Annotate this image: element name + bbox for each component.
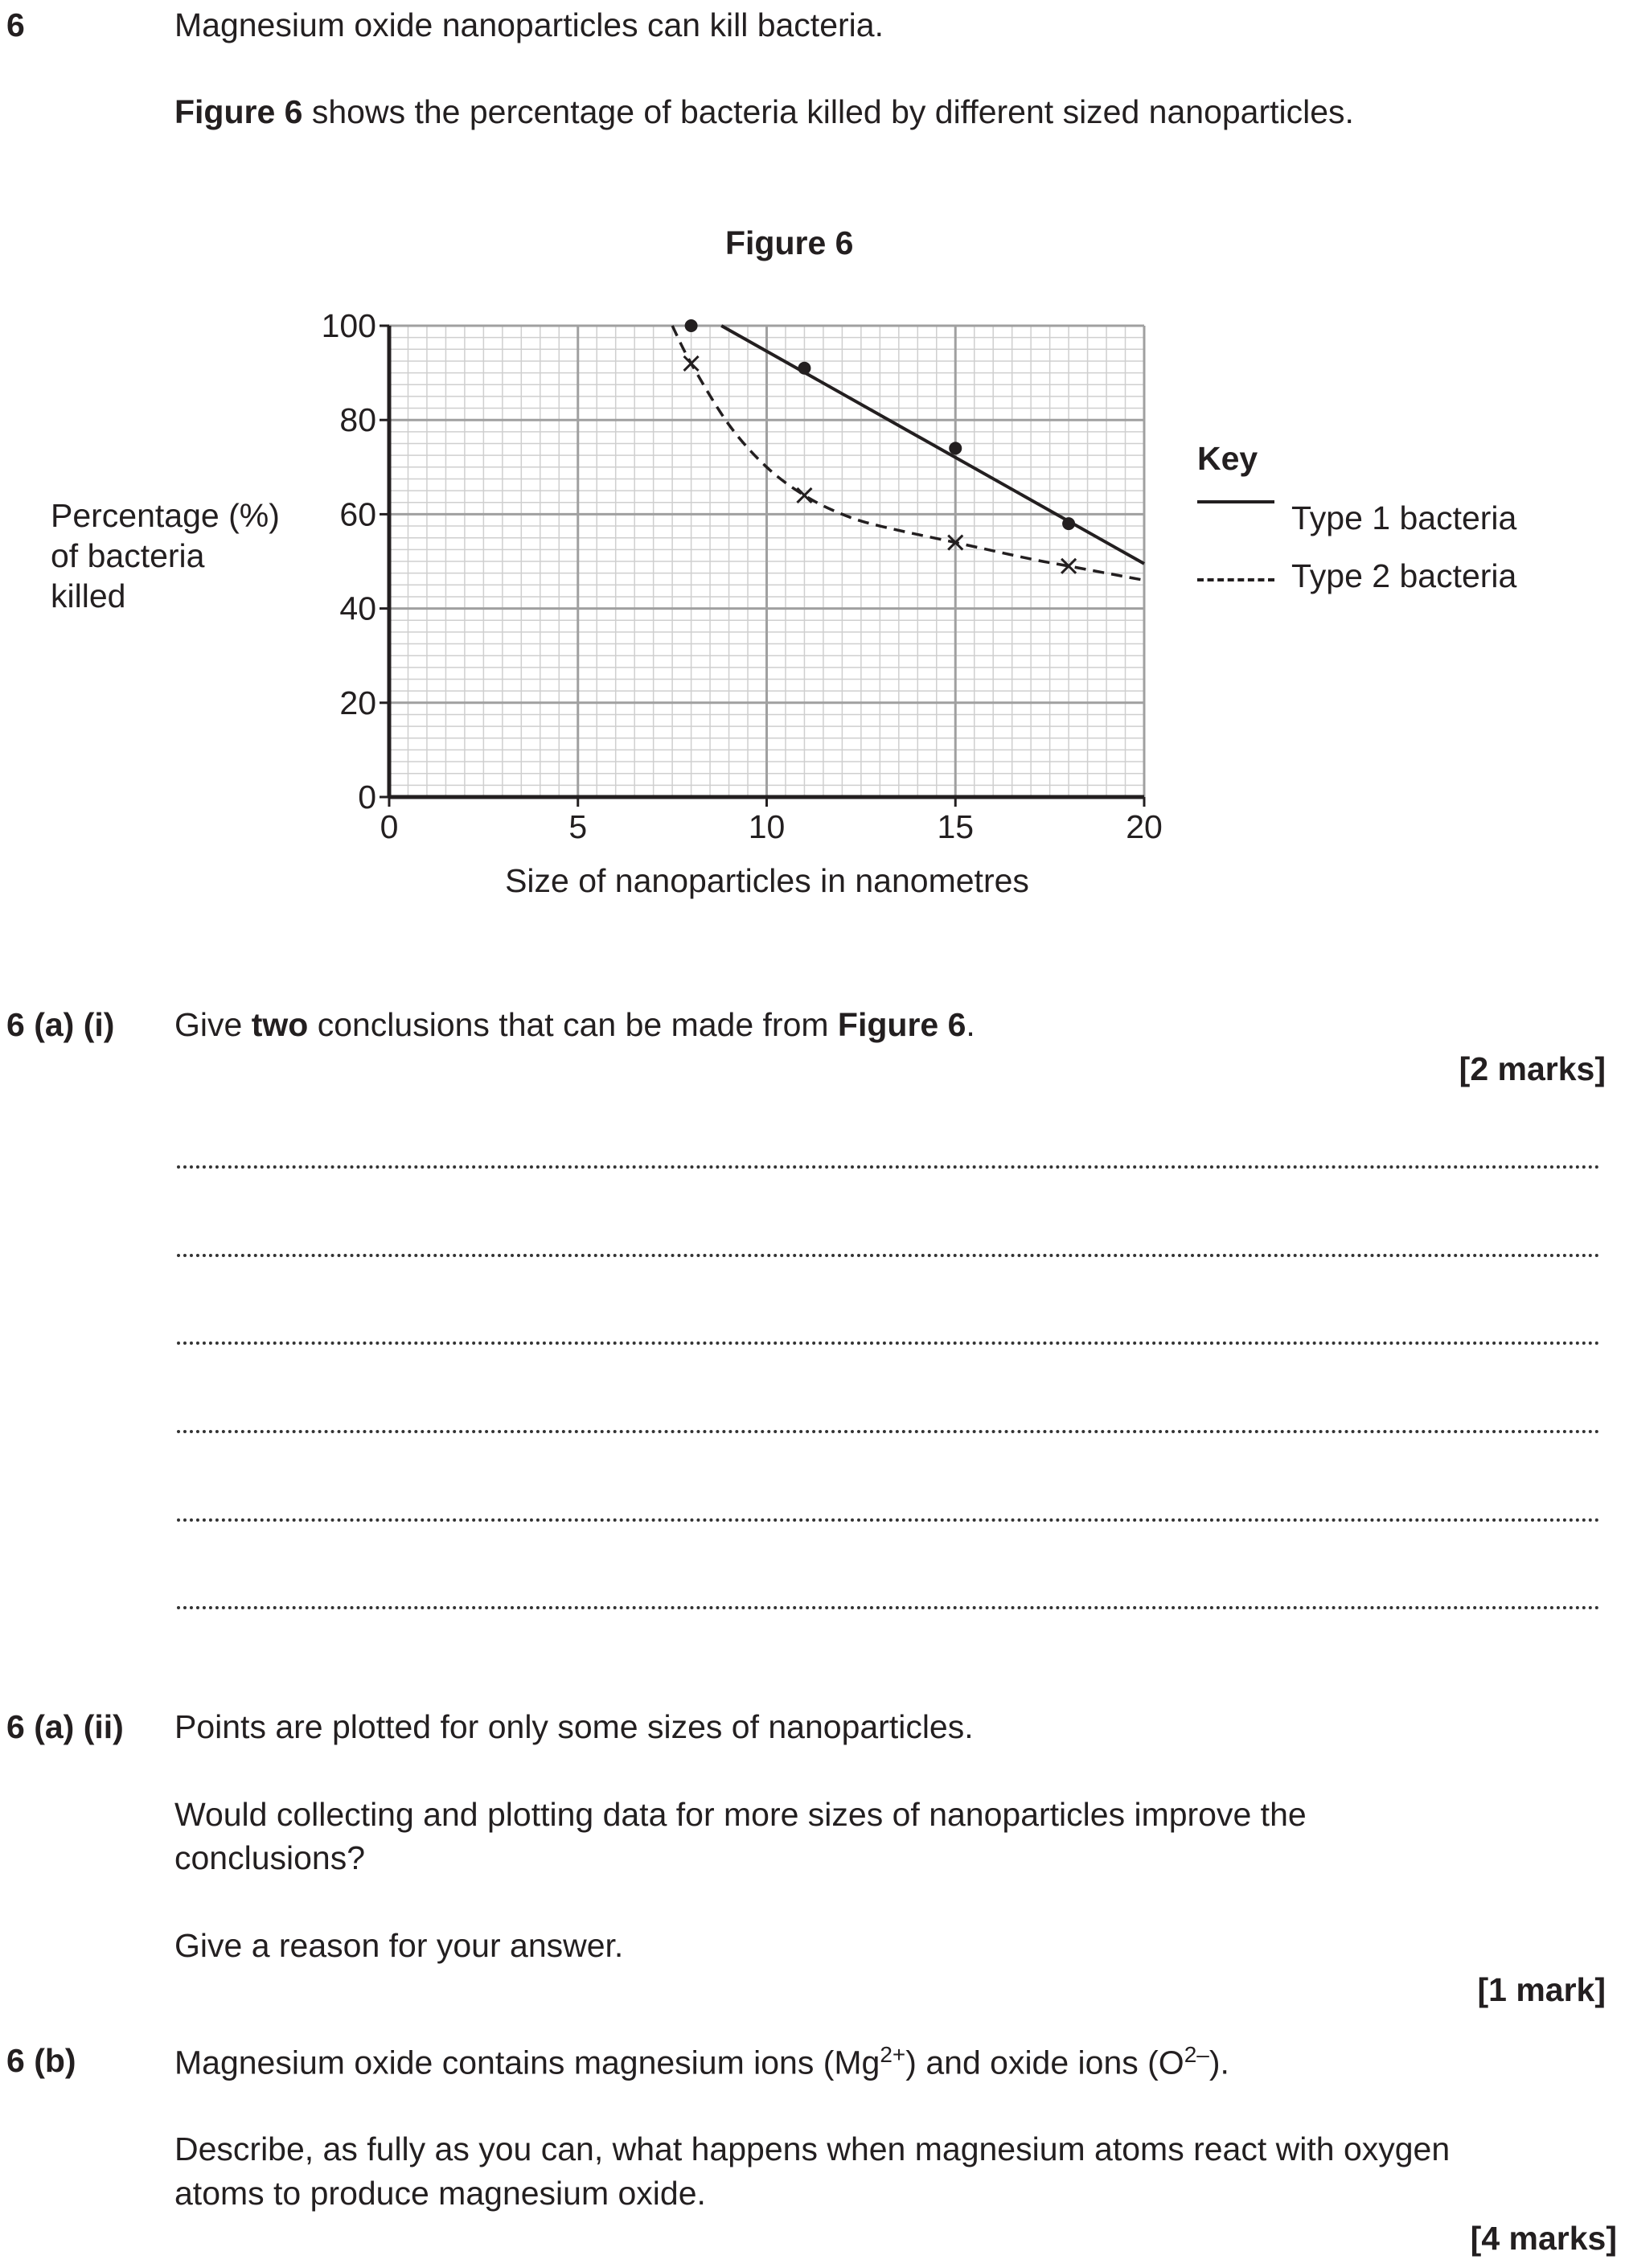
type2-curve — [672, 326, 1144, 580]
figure-title: Figure 6 — [725, 224, 854, 261]
part-a-i-text — [174, 1006, 975, 1044]
series — [672, 319, 1144, 580]
question-intro: Magnesium oxide nanoparticles can kill bacteria. — [174, 6, 884, 43]
part-b-line-2: Describe, as fully as you can, what happens when magnesium atoms react with oxygen — [174, 2130, 1451, 2167]
figure-reference-text: shows the percentage of bacteria killed by different sized nanoparticles. — [302, 93, 1354, 130]
answer-line-3[interactable] — [177, 1341, 1600, 1345]
ticks — [322, 307, 1163, 845]
answer-line-5[interactable] — [177, 1518, 1600, 1522]
part-b-text-3: ). — [1208, 2044, 1229, 2081]
y-axis-label-line-3: killed — [51, 577, 126, 614]
chart — [0, 0, 1625, 909]
x-tick-label: 15 — [937, 808, 975, 845]
part-b-text — [174, 2042, 1229, 2082]
x-tick-label: 5 — [568, 808, 588, 845]
y-tick-label: 0 — [358, 779, 376, 816]
type1-point — [1062, 517, 1075, 530]
part-a-i-text-2: conclusions that can be made from — [308, 1006, 838, 1043]
part-b-line-3: atoms to produce magnesium oxide. — [174, 2175, 706, 2212]
part-b-marks: [4 marks] — [1470, 2220, 1617, 2257]
answer-line-4[interactable] — [177, 1430, 1600, 1433]
figure-reference-bold: Figure 6 — [174, 93, 303, 130]
x-tick-label: 10 — [748, 808, 786, 845]
part-a-ii-line-4: Give a reason for your answer. — [174, 1927, 624, 1964]
part-a-i-text-3: . — [966, 1006, 975, 1043]
oxide-charge: 2– — [1184, 2042, 1209, 2067]
x-axis-label: Size of nanoparticles in nanometres — [505, 862, 1029, 899]
x-tick-label: 20 — [1126, 808, 1163, 845]
y-tick-label: 100 — [321, 307, 376, 344]
type1-point — [949, 442, 962, 454]
y-axis-label-line-1: Percentage (%) — [51, 497, 280, 534]
key-type2-label: Type 2 bacteria — [1291, 557, 1517, 594]
part-a-i-bold-2: Figure 6 — [837, 1006, 966, 1043]
y-tick-label: 60 — [339, 495, 376, 533]
part-a-i-text-1: Give — [174, 1006, 252, 1043]
y-tick-label: 20 — [339, 684, 376, 721]
part-a-i-label: 6 (a) (i) — [6, 1006, 115, 1043]
part-b-text-1: Magnesium oxide contains magnesium ions (Mg — [174, 2044, 880, 2081]
key-dashed-line — [1197, 578, 1274, 581]
x-tick-label: 0 — [380, 808, 399, 845]
answer-line-6[interactable] — [177, 1606, 1600, 1609]
key-heading: Key — [1197, 440, 1258, 477]
part-a-ii-line-1: Points are plotted for only some sizes of nanoparticles. — [174, 1708, 974, 1745]
mg-charge: 2+ — [880, 2042, 906, 2067]
part-b-label: 6 (b) — [6, 2042, 76, 2079]
y-tick-label: 40 — [339, 590, 376, 627]
part-b-text-2: ) and oxide ions (O — [905, 2044, 1184, 2081]
answer-line-1[interactable] — [177, 1165, 1600, 1169]
type1-point — [798, 362, 810, 375]
type1-point — [685, 319, 698, 332]
y-axis-label-line-2: of bacteria — [51, 537, 205, 574]
y-tick-label: 80 — [339, 401, 376, 439]
part-a-i-marks: [2 marks] — [1459, 1050, 1606, 1087]
answer-line-2[interactable] — [177, 1254, 1600, 1257]
part-a-i-bold-1: two — [251, 1006, 309, 1043]
part-a-ii-line-3: conclusions? — [174, 1839, 366, 1876]
part-a-ii-line-2: Would collecting and plotting data for more sizes of nanoparticles improve the — [174, 1796, 1307, 1833]
key-solid-line — [1197, 500, 1274, 503]
part-a-ii-label: 6 (a) (ii) — [6, 1708, 124, 1745]
question-number: 6 — [6, 6, 25, 43]
part-a-ii-marks: [1 mark] — [1477, 1971, 1606, 2008]
key-type1-label: Type 1 bacteria — [1291, 499, 1517, 536]
